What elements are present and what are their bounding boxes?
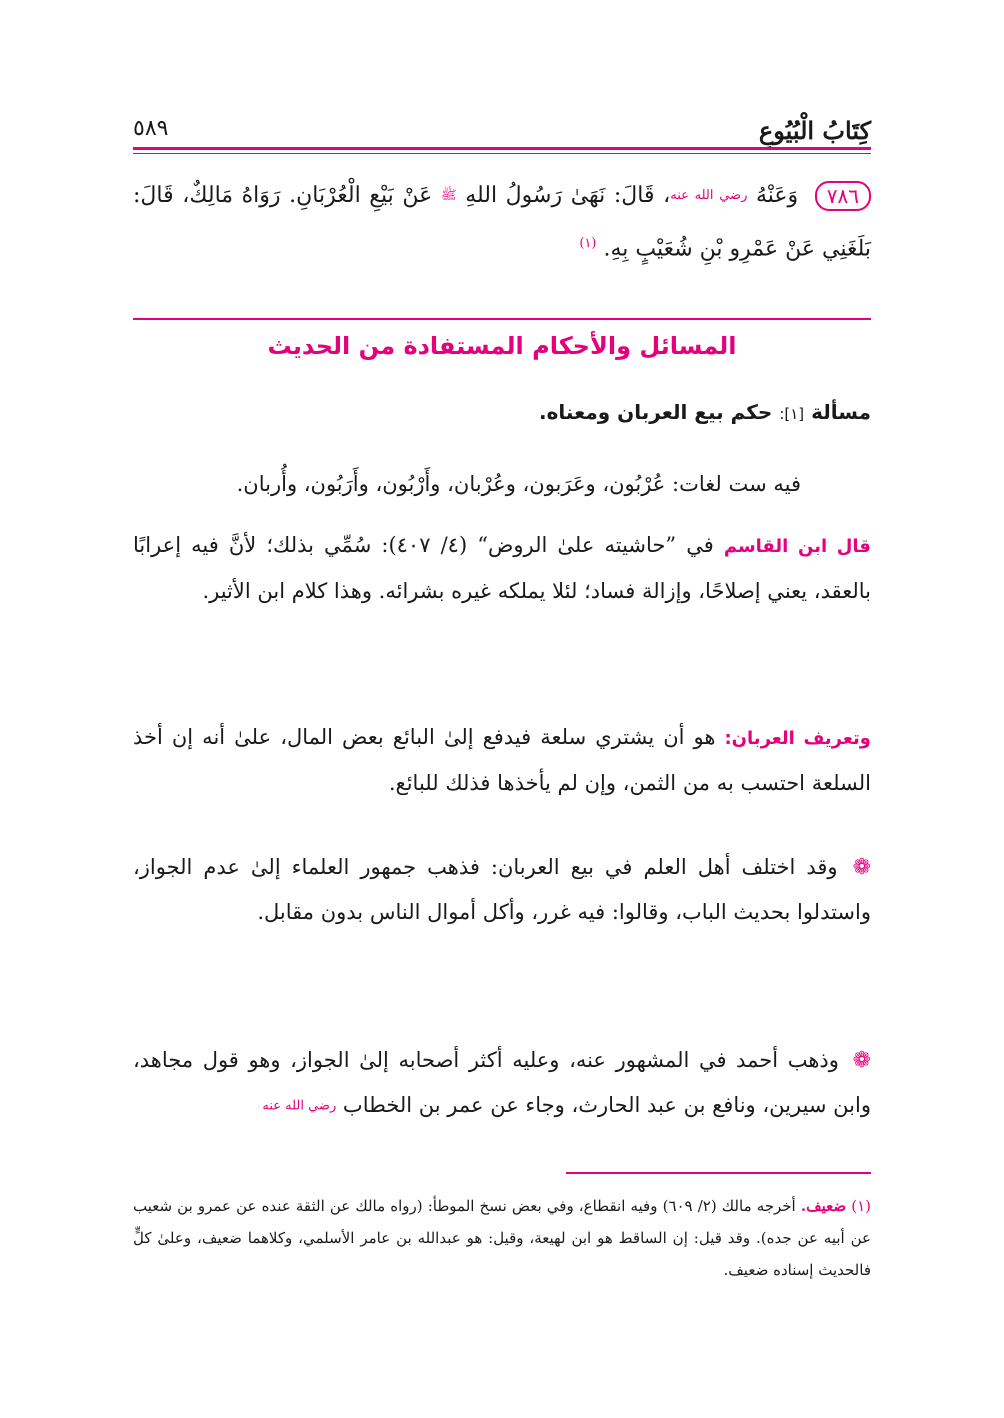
paragraph-text-definition: هو أن يشتري سلعة فيدفع إلىٰ البائع بعض المال، علىٰ أنه إن أخذ السلعة احتسب به من الثمن، وإن لم يأخذها فذلك للبائع.: [133, 725, 871, 795]
page: [133, 0, 871, 1418]
flower-icon: ❁: [852, 855, 871, 880]
honorific-mark: رضي الله عنه: [262, 1098, 337, 1114]
paragraph-ahmad: [133, 1038, 871, 1129]
masala-title: حكم بيع العربان ومعناه.: [539, 400, 773, 424]
paragraph-disagreement: [133, 845, 871, 934]
book-title: كِتَابُ الْبُيُوعِ: [758, 116, 871, 145]
page-header: [133, 108, 871, 148]
masala-heading: [133, 390, 871, 436]
salawat-mark: ﷺ: [440, 188, 457, 203]
paragraph-ibn-qasim: [133, 523, 871, 613]
paragraph-definition: [133, 715, 871, 805]
masala-label: مسألة: [811, 400, 871, 424]
paragraph-text-disagreement: وقد اختلف أهل العلم في بيع العربان: فذهب جمهور العلماء إلىٰ عدم الجواز، واستدلوا بحديث الباب، وقالوا: فيه غرر، وأكل أموال الناس بدون مقابل.: [133, 855, 871, 924]
hadith-text-part-1: وَعَنْهُ: [755, 183, 799, 208]
footnote-text: أخرجه مالك (٢/ ٦٠٩) وفيه انقطاع، وفي بعض نسخ الموطأ: (رواه مالك عن الثقة عنده عن عمرو بن شعيب عن أبيه عن جده). وقد قيل: إن الساقط هو ابن لهيعة، وقيل: هو عبدالله بن عامر الأسلمي، وكلاهما ضعيف، وعلىٰ كلٍّ فالحديث إسناده ضعيف.: [133, 1197, 871, 1279]
footnote-divider: [566, 1172, 871, 1174]
hadith-number-badge: ٧٨٦: [815, 181, 871, 211]
header-rule-thin: [133, 153, 871, 154]
paragraph-text-ibn-qasim: في ”حاشيته علىٰ الروض“ (٤/ ٤٠٧): سُمِّي بذلك؛ لأنَّ فيه إعرابًا بالعقد، يعني إصلاحًا، وإزالة فساد؛ لئلا يملكه غيره بشرائه. وهذا كلام ابن الأثير.: [133, 533, 871, 603]
honorific-mark: رضي الله عنه: [670, 188, 748, 203]
section-divider: [133, 318, 871, 320]
section-heading: المسائل والأحكام المستفادة من الحديث: [267, 332, 737, 360]
footnote-reference[interactable]: (١): [579, 236, 597, 251]
paragraph-lughat: فيه ست لغات: عُرْبُون، وعَرَبون، وعُرْبان، وأَرْبُون، وأَرَبُون، وأُربان.: [236, 472, 801, 496]
hadith-block: [133, 172, 871, 273]
footnote-grade: ضعيف.: [800, 1197, 847, 1215]
hadith-text-part-3: عَنْ بَيْعِ الْعُرْبَانِ. رَوَاهُ مَالِكٌ، قَالَ: بَلَغَنِي عَنْ عَمْرِو بْنِ شُعَيْبٍ بِهِ.: [133, 183, 871, 262]
hadith-text-part-2: ، قَالَ: نَهَىٰ رَسُولُ اللهِ: [465, 183, 671, 208]
page-number: ٥٨٩: [133, 116, 169, 141]
footnote: [133, 1190, 871, 1286]
paragraph-lead-ibn-qasim: قال ابن القاسم: [723, 536, 871, 557]
header-rule-thick: [133, 147, 871, 150]
footnote-number: (١): [851, 1197, 871, 1215]
paragraph-text-ahmad: وذهب أحمد في المشهور عنه، وعليه أكثر أصحابه إلىٰ الجواز، وهو قول مجاهد، وابن سيرين، ونافع بن عبد الحارث، وجاء عن عمر بن الخطاب: [133, 1048, 871, 1117]
masala-number: [١]:: [779, 405, 805, 423]
flower-icon: ❁: [852, 1048, 871, 1073]
paragraph-lead-definition: وتعريف العربان:: [724, 728, 871, 749]
